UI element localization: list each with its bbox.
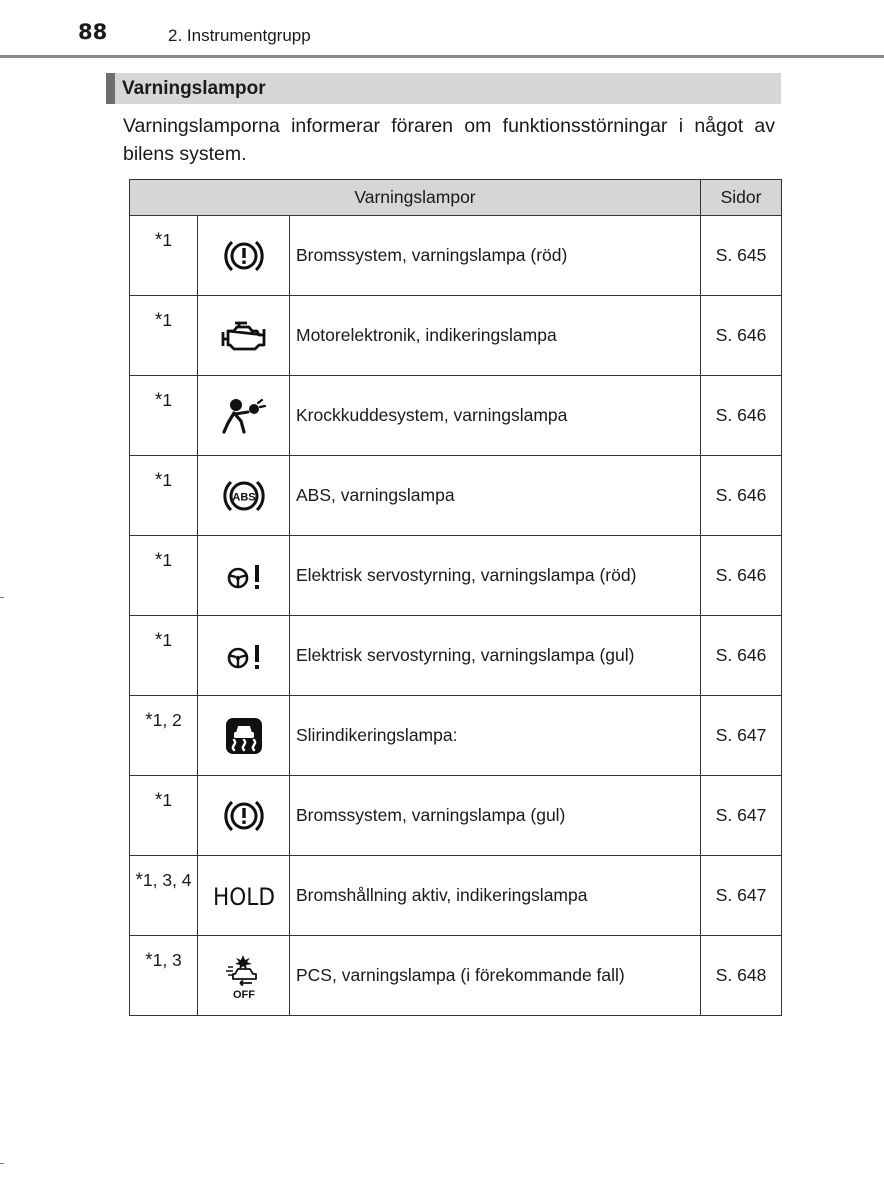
table-row xyxy=(130,696,782,776)
page-ref-cell: S. 646 xyxy=(701,296,782,376)
footnote-ref: 1 xyxy=(162,310,173,330)
icon-cell xyxy=(198,776,290,856)
description-cell: Bromssystem, varningslampa (röd) xyxy=(290,216,701,296)
description-cell: Elektrisk servostyrning, varningslampa (gul) xyxy=(290,616,701,696)
icon-cell xyxy=(198,936,290,1016)
footnote-cell xyxy=(130,536,198,616)
footnote-ref: 1, 3, 4 xyxy=(142,870,192,890)
footnote-star: * xyxy=(154,550,163,571)
icon-cell xyxy=(198,216,290,296)
footnote-star: * xyxy=(145,710,153,731)
footnote-star: * xyxy=(154,390,163,411)
footnote-ref: 1 xyxy=(162,390,173,410)
airbag-icon xyxy=(221,396,267,436)
abs-icon xyxy=(221,476,267,516)
footnote-cell xyxy=(130,936,198,1016)
brake-warning-icon xyxy=(221,236,267,276)
table-row xyxy=(130,536,782,616)
description-cell: Slirindikeringslampa: xyxy=(290,696,701,776)
footnote-star: * xyxy=(154,790,163,811)
footnote-star: * xyxy=(154,630,163,651)
icon-cell xyxy=(198,536,290,616)
icon-cell xyxy=(198,856,290,936)
footnote-star: * xyxy=(135,870,143,891)
engine-check-icon xyxy=(219,318,269,354)
hold-icon-text: HOLD xyxy=(212,882,275,911)
description-cell: Bromshållning aktiv, indikeringslampa xyxy=(290,856,701,936)
pcs-off-text: OFF xyxy=(232,988,255,1000)
icon-cell xyxy=(198,296,290,376)
chapter-title: 2. Instrumentgrupp xyxy=(168,26,311,45)
slip-indicator-icon xyxy=(224,716,264,756)
footnote-cell xyxy=(130,216,198,296)
icon-cell xyxy=(198,376,290,456)
table-row xyxy=(130,296,782,376)
header-rule xyxy=(0,55,884,58)
footnote-star: * xyxy=(154,310,163,331)
description-cell: Elektrisk servostyrning, varningslampa (röd) xyxy=(290,536,701,616)
page-ref-cell: S. 646 xyxy=(701,456,782,536)
hold-icon xyxy=(211,879,277,913)
footnote-cell xyxy=(130,616,198,696)
intro-paragraph: Varningslamporna informerar föraren om funktionsstörningar i något av bilens system. xyxy=(123,115,775,165)
footnote-cell xyxy=(130,376,198,456)
description-cell: Krockkuddesystem, varningslampa xyxy=(290,376,701,456)
footnote-ref: 1, 2 xyxy=(152,710,182,730)
table-row xyxy=(130,456,782,536)
footnote-star: * xyxy=(154,230,163,251)
footnote-ref: 1 xyxy=(162,230,173,250)
description-cell: Bromssystem, varningslampa (gul) xyxy=(290,776,701,856)
description-cell: PCS, varningslampa (i förekommande fall) xyxy=(290,936,701,1016)
footnote-ref: 1 xyxy=(162,630,173,650)
header-pages: Sidor xyxy=(701,180,782,216)
footnote-cell xyxy=(130,856,198,936)
icon-cell xyxy=(198,456,290,536)
footnote-cell xyxy=(130,776,198,856)
page-number: 88 xyxy=(78,20,108,44)
footnote-ref: 1 xyxy=(162,470,173,490)
footnote-cell xyxy=(130,296,198,376)
page-ref-cell: S. 647 xyxy=(701,696,782,776)
icon-cell xyxy=(198,696,290,776)
footnote-cell xyxy=(130,696,198,776)
page-ref-cell: S. 645 xyxy=(701,216,782,296)
section-heading xyxy=(106,73,781,104)
footnote-ref: 1, 3 xyxy=(152,950,182,970)
margin-tick xyxy=(0,1163,4,1164)
section-title: Varningslampor xyxy=(122,78,266,99)
footnote-star: * xyxy=(154,470,163,491)
page-ref-cell: S. 647 xyxy=(701,856,782,936)
page-ref-cell: S. 647 xyxy=(701,776,782,856)
footnote-star: * xyxy=(145,950,153,971)
table-row xyxy=(130,776,782,856)
table-row xyxy=(130,856,782,936)
warning-lamps-table xyxy=(129,179,782,1016)
footnote-ref: 1 xyxy=(162,790,173,810)
power-steering-icon xyxy=(221,558,267,594)
description-cell: ABS, varningslampa xyxy=(290,456,701,536)
footnote-cell xyxy=(130,456,198,536)
page-ref-cell: S. 646 xyxy=(701,536,782,616)
icon-cell xyxy=(198,616,290,696)
margin-tick xyxy=(0,597,4,598)
pcs-off-icon xyxy=(221,952,267,1000)
page-ref-cell: S. 646 xyxy=(701,616,782,696)
brake-warning-icon xyxy=(221,796,267,836)
header-lamps: Varningslampor xyxy=(130,180,701,216)
page-ref-cell: S. 646 xyxy=(701,376,782,456)
page-ref-cell: S. 648 xyxy=(701,936,782,1016)
power-steering-icon xyxy=(221,638,267,674)
table-row xyxy=(130,616,782,696)
table-header-row xyxy=(130,180,782,216)
table-row xyxy=(130,376,782,456)
section-accent xyxy=(106,73,115,104)
abs-icon-text: ABS xyxy=(231,491,256,503)
footnote-ref: 1 xyxy=(162,550,173,570)
description-cell: Motorelektronik, indikeringslampa xyxy=(290,296,701,376)
table-row xyxy=(130,216,782,296)
table-row xyxy=(130,936,782,1016)
